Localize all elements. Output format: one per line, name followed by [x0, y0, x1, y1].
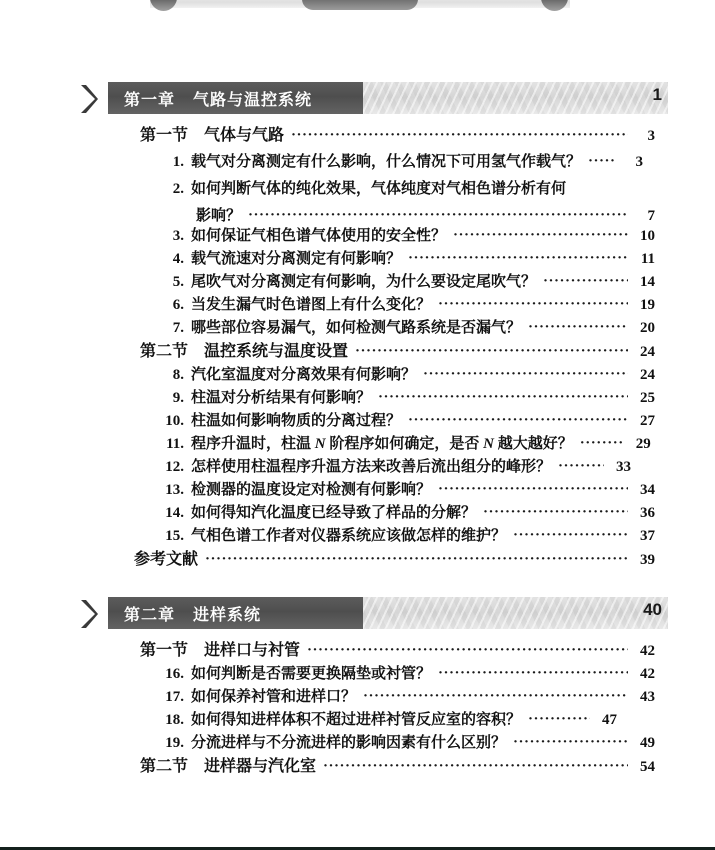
dot-leader [438, 297, 628, 307]
item-text: 柱温对分析结果有何影响？ [191, 390, 372, 406]
page-number: 11 [640, 251, 655, 267]
section-label-1-2: 第二节 温控系统与温度设置 [140, 343, 349, 360]
chapter-name-1: 气路与温控系统 [193, 92, 313, 109]
item-text-continued: 影响？ [196, 208, 242, 224]
dot-leader [438, 666, 628, 676]
item-index: 7. [172, 320, 184, 336]
chapter-banner-background-2 [108, 597, 668, 629]
toc-item-3[interactable] [158, 229, 655, 244]
toc-item-14[interactable] [158, 506, 655, 521]
dot-leader [355, 344, 628, 354]
item-index: 18. [165, 712, 184, 728]
item-index: 13. [165, 482, 184, 498]
dot-leader [483, 505, 628, 515]
page-number: 39 [640, 552, 655, 568]
item-index: 9. [172, 390, 184, 406]
dot-leader [528, 320, 628, 330]
toc-item-1[interactable] [158, 155, 655, 170]
item-index: 2. [172, 181, 184, 197]
chevron-right-icon [78, 83, 100, 115]
toc-item-11[interactable] [158, 437, 655, 452]
page-number: 54 [640, 759, 655, 775]
toc-item-8[interactable] [158, 368, 655, 383]
toc-item-16[interactable] [158, 667, 655, 682]
dot-leader [580, 436, 624, 446]
item-index: 16. [165, 666, 184, 682]
item-text: 载气流速对分离测定有何影响？ [191, 251, 402, 267]
toc-item-6[interactable] [158, 298, 655, 313]
section-label-1-1: 第一节 气体与气路 [140, 127, 285, 144]
page-number: 19 [640, 297, 655, 313]
chapter-page-1: 1 [652, 85, 662, 104]
page-number: 43 [640, 689, 655, 705]
page-number: 47 [602, 712, 618, 728]
page-number: 7 [647, 208, 655, 224]
toc-item-9[interactable] [158, 391, 655, 406]
dot-leader [423, 367, 628, 377]
dot-leader [363, 689, 628, 699]
italic-symbol-n-2: N [483, 436, 494, 452]
dot-leader [248, 208, 628, 218]
item-text: 如何判断气体的纯化效果，气体纯度对气相色谱分析有何 [191, 181, 567, 197]
toc-item-4[interactable] [158, 252, 655, 267]
dot-leader [408, 413, 628, 423]
page-number: 42 [640, 643, 655, 659]
ornament-circle-left [150, 0, 177, 11]
section-label-2-2: 第二节 进样器与汽化室 [140, 758, 317, 775]
page-number: 27 [640, 413, 655, 429]
item-index: 14. [165, 505, 184, 521]
page-number: 36 [640, 505, 655, 521]
toc-item-2[interactable] [158, 182, 655, 197]
page-number: 25 [640, 390, 655, 406]
item-text: 载气对分离测定有什么影响，什么情况下可用氢气作载气？ [191, 154, 582, 170]
page-number: 3 [647, 128, 655, 144]
section-line-2-2[interactable] [140, 759, 655, 775]
dot-leader [528, 712, 590, 722]
ornament-pill-center [302, 0, 418, 10]
page-number: 10 [640, 228, 655, 244]
item-index: 4. [172, 251, 184, 267]
toc-item-15[interactable] [158, 529, 655, 544]
references-label: 参考文献 [134, 551, 199, 568]
chapter-title-1 [124, 87, 312, 110]
item-index: 3. [172, 228, 184, 244]
page-head-ornament [0, 0, 715, 22]
chapter-label-1: 第一章 [124, 92, 176, 109]
item-index: 1. [172, 154, 184, 170]
toc-item-12[interactable] [158, 460, 655, 475]
item-index: 12. [165, 459, 184, 475]
page-number: 33 [616, 459, 632, 475]
item-index: 6. [172, 297, 184, 313]
dot-leader [558, 459, 604, 469]
page-number: 42 [640, 666, 655, 682]
toc-item-19[interactable] [158, 736, 655, 751]
item-text: 如何保养衬管和进样口？ [191, 689, 357, 705]
page-number: 24 [640, 367, 655, 383]
item-index: 17. [165, 689, 184, 705]
toc-item-10[interactable] [158, 414, 655, 429]
chevron-right-icon [78, 598, 100, 630]
item-index: 15. [165, 528, 184, 544]
item-text: 如何得知汽化温度已经导致了样品的分解？ [191, 505, 477, 521]
chapter-title-2 [124, 602, 261, 625]
item-text: 分流进样与不分流进样的影响因素有什么区别？ [191, 735, 507, 751]
item-text: 气相色谱工作者对仪器系统应该做怎样的维护？ [191, 528, 507, 544]
item-text: 检测器的温度设定对检测有何影响？ [191, 482, 432, 498]
chapter-banner-background-1 [108, 82, 668, 114]
toc-item-5[interactable] [158, 275, 655, 290]
chapter-banner-1 [78, 82, 668, 116]
section-line-1-1[interactable] [140, 128, 655, 144]
dot-leader [378, 390, 628, 400]
references-line-1[interactable] [134, 552, 655, 568]
italic-symbol-n-1: N [314, 436, 326, 452]
item-index: 5. [172, 274, 184, 290]
item-text: 如何保证气相色谱气体使用的安全性？ [191, 228, 447, 244]
toc-item-2-continuation[interactable] [196, 209, 655, 224]
page-number: 14 [640, 274, 655, 290]
item-text: 汽化室温度对分离效果有何影响？ [191, 367, 417, 383]
item-text: 如何判断是否需要更换隔垫或衬管？ [191, 666, 432, 682]
dot-leader [588, 154, 616, 164]
page-number: 24 [640, 344, 655, 360]
dot-leader [543, 274, 628, 284]
chapter-banner-2 [78, 597, 668, 631]
item-index: 19. [165, 735, 184, 751]
dot-leader [513, 735, 628, 745]
chapter-page-2: 40 [643, 600, 662, 619]
item-text: 程序升温时，柱温 N 阶程序如何确定，是否 N 越大越好？ [191, 436, 573, 452]
dot-leader [453, 228, 628, 238]
item-text: 尾吹气对分离测定有何影响，为什么要设定尾吹气？ [191, 274, 537, 290]
dot-leader [307, 643, 628, 653]
dot-leader [438, 482, 628, 492]
item-text: 哪些部位容易漏气，如何检测气路系统是否漏气？ [191, 320, 522, 336]
toc-item-18[interactable] [158, 713, 655, 728]
page-number: 20 [640, 320, 655, 336]
section-line-1-2[interactable] [140, 344, 655, 360]
page-number: 34 [640, 482, 655, 498]
page-number: 37 [640, 528, 655, 544]
item-index: 11. [166, 436, 184, 452]
dot-leader [205, 552, 628, 562]
section-line-2-1[interactable] [140, 643, 655, 659]
item-text: 柱温如何影响物质的分离过程？ [191, 413, 402, 429]
item-text: 当发生漏气时色谱图上有什么变化？ [191, 297, 432, 313]
chapter-name-2: 进样系统 [193, 607, 262, 624]
page-number: 3 [635, 154, 644, 170]
chapter-label-2: 第二章 [124, 607, 176, 624]
toc-item-7[interactable] [158, 321, 655, 336]
section-label-2-1: 第一节 进样口与衬管 [140, 642, 301, 659]
dot-leader [513, 528, 628, 538]
page-number: 29 [635, 436, 651, 452]
page-number: 49 [640, 735, 655, 751]
item-index: 8. [172, 367, 184, 383]
dot-leader [291, 128, 628, 138]
dot-leader [408, 251, 628, 261]
ornament-circle-right [541, 0, 568, 11]
item-index: 10. [165, 413, 184, 429]
toc-item-17[interactable] [158, 690, 655, 705]
item-text: 怎样使用柱温程序升温方法来改善后流出组分的峰形？ [191, 459, 552, 475]
toc-item-13[interactable] [158, 483, 655, 498]
item-text: 如何得知进样体积不超过进样衬管反应室的容积？ [191, 712, 522, 728]
dot-leader [323, 759, 628, 769]
